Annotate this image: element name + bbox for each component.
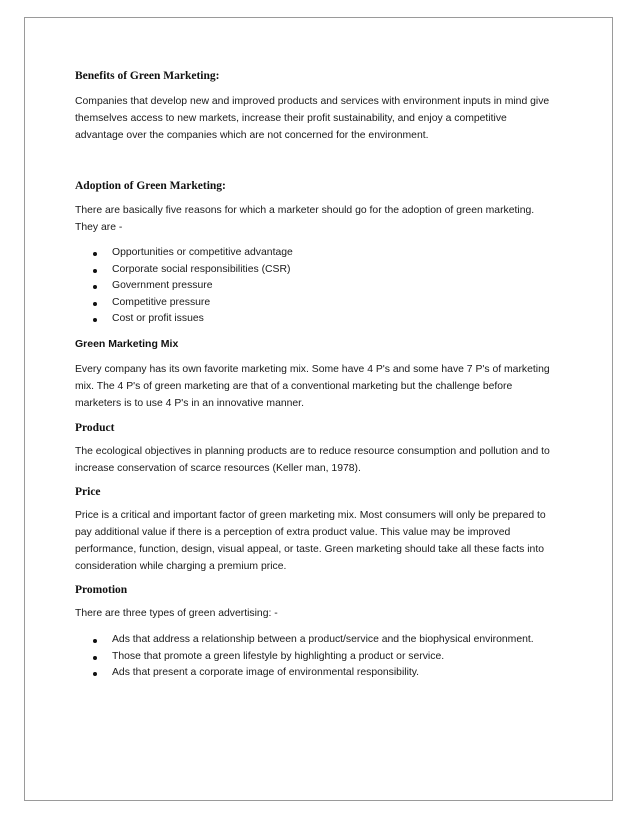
paragraph-adoption: There are basically five reasons for which a marketer should go for the adoption of green marketing. They are - <box>75 205 535 233</box>
list-item: Government pressure <box>75 278 575 295</box>
bullet-icon <box>93 318 97 322</box>
heading-benefits: Benefits of Green Marketing: <box>75 70 220 82</box>
paragraph-product: The ecological objectives in planning products are to reduce resource consumption and pollution and to increase conservation of scarce resources (Keller man, 1978). <box>75 445 550 474</box>
list-item: Those that promote a green lifestyle by highlighting a product or service. <box>75 649 575 666</box>
list-item: Ads that address a relationship between a product/service and the biophysical environment. <box>75 632 575 649</box>
paragraph-price: Price is a critical and important factor of green marketing mix. Most consumers will only be prepared to pay additional value if there is a perception of extra product value. This value may be improved performance, function, design, visual appeal, or taste. Green marketing should take all these facts into consideration while charging a premium price. <box>75 509 546 572</box>
document-body <box>75 70 575 682</box>
bullet-icon <box>93 285 97 289</box>
list-item: Ads that present a corporate image of environmental responsibility. <box>75 665 575 682</box>
bullet-icon <box>93 639 97 643</box>
paragraph-benefits: Companies that develop new and improved products and services with environment inputs in mind give themselves access to new markets, increase their profit sustainability, and enjoy a competitive advantage over the companies which are not concerned for the environment. <box>75 96 550 141</box>
heading-price: Price <box>75 485 101 498</box>
heading-marketing-mix: Green Marketing Mix <box>75 337 179 350</box>
paragraph-promotion: There are three types of green advertising: - <box>75 607 278 619</box>
adoption-reasons-list <box>75 245 575 328</box>
heading-adoption: Adoption of Green Marketing: <box>75 180 226 192</box>
list-item: Corporate social responsibilities (CSR) <box>75 262 575 279</box>
bullet-icon <box>93 252 97 256</box>
heading-promotion: Promotion <box>75 583 128 596</box>
list-item: Cost or profit issues <box>75 311 575 328</box>
bullet-icon <box>93 656 97 660</box>
bullet-icon <box>93 302 97 306</box>
paragraph-marketing-mix: Every company has its own favorite marketing mix. Some have 4 P's and some have 7 P's of marketing mix. The 4 P's of green marketing are that of a conventional marketing but the challenge before marketers is to use 4 P's in an innovative manner. <box>75 363 550 409</box>
bullet-icon <box>93 672 97 676</box>
list-item: Competitive pressure <box>75 295 575 312</box>
bullet-icon <box>93 269 97 273</box>
heading-product: Product <box>75 421 115 434</box>
advertising-types-list <box>75 632 575 682</box>
list-item: Opportunities or competitive advantage <box>75 245 575 262</box>
